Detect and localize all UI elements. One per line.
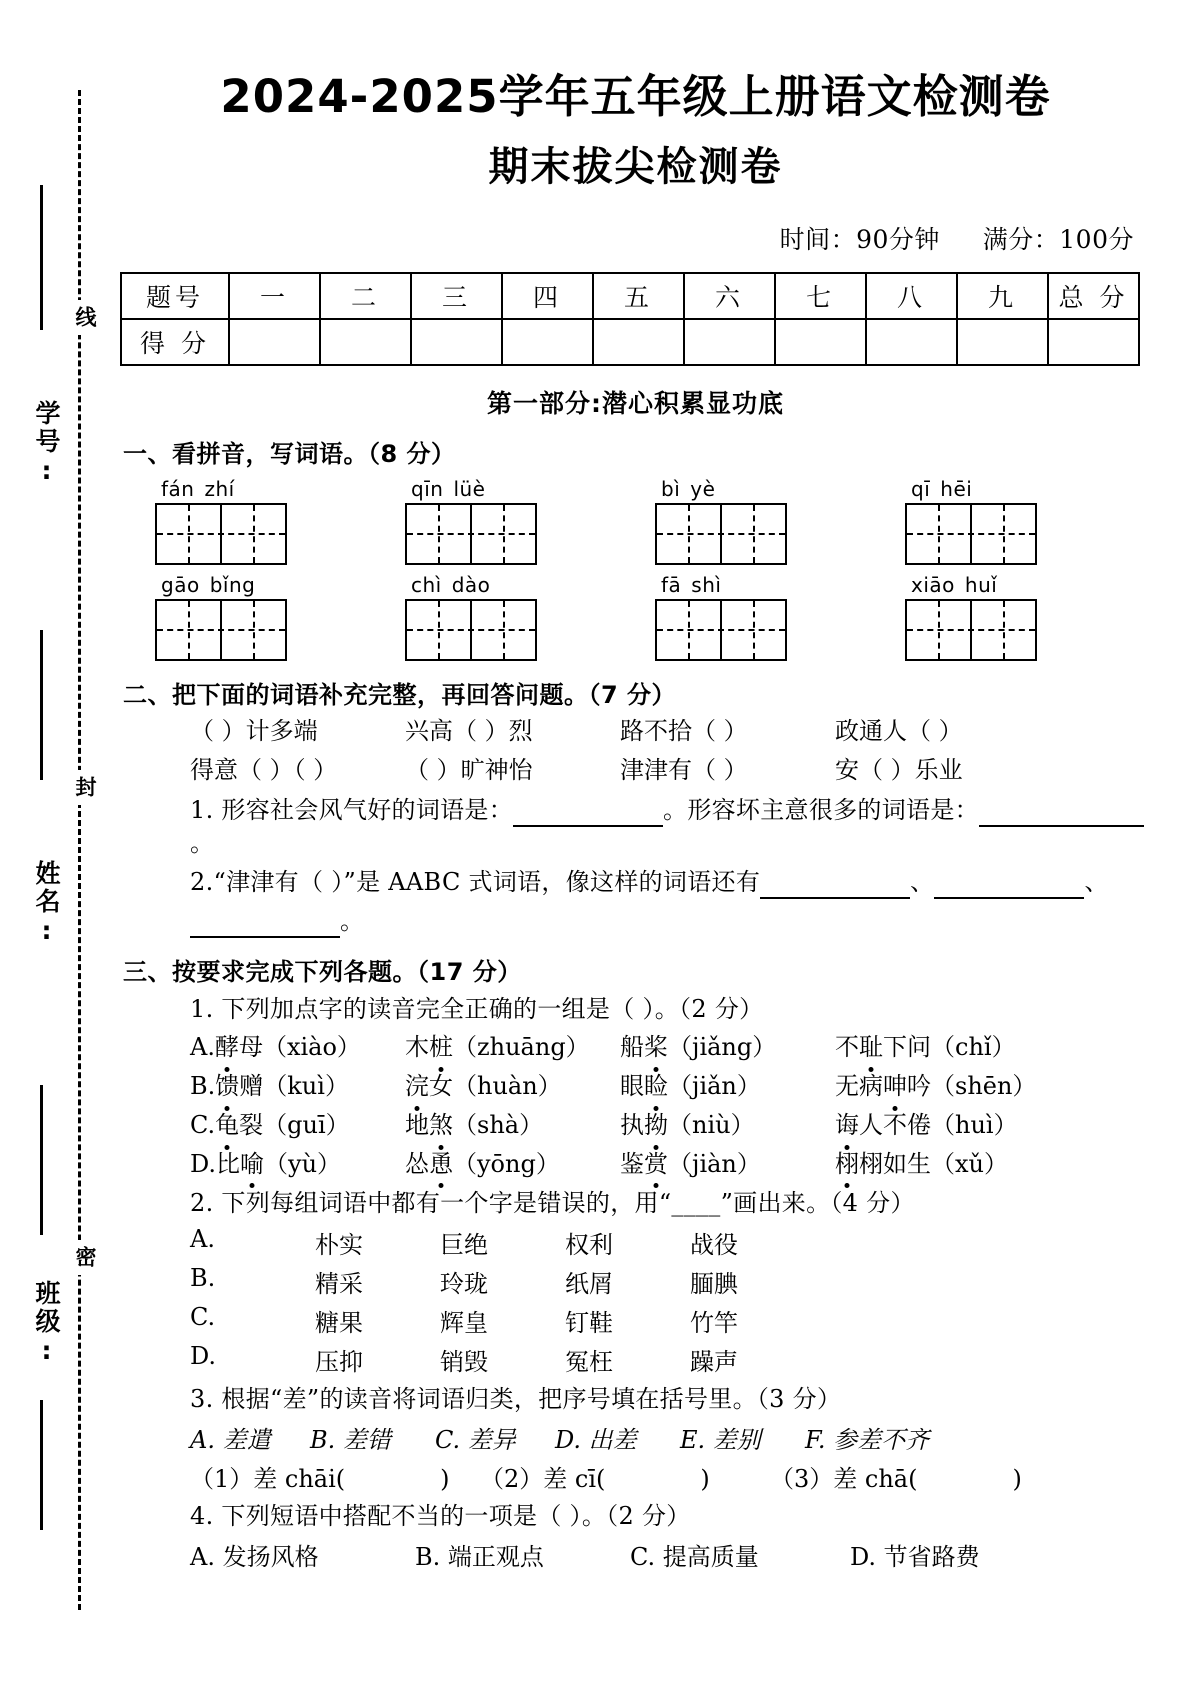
s3-q1-option-D[interactable] (190, 1147, 1156, 1182)
score-col-1: 一 (229, 273, 320, 319)
s3q2-C-word-4: 竹竿 (690, 1308, 738, 1337)
idiom-6[interactable]: （ ）旷神怡 (405, 755, 533, 784)
s3q2-C-word-3: 钉鞋 (565, 1308, 613, 1337)
s3q1-B-item-4: 无病呻吟（shēn） (835, 1069, 1085, 1104)
tianzige-5[interactable] (155, 599, 287, 661)
score-col-7: 七 (775, 273, 866, 319)
exam-meta (115, 220, 1134, 256)
s2q1-pre: 1. 形容社会风气好的词语是： (190, 795, 514, 824)
s3-q3-blanks (190, 1459, 1156, 1494)
tianzige-1[interactable] (155, 503, 287, 565)
pinyin-row-1 (155, 477, 1155, 565)
exam-sheet (110, 0, 1191, 1572)
pinyin-item-4 (905, 477, 1155, 565)
s3q2-A-word-2: 巨绝 (440, 1230, 488, 1259)
s3-q1-option-C[interactable] (190, 1108, 1156, 1143)
score-col-4: 四 (502, 273, 593, 319)
seal-margin (0, 0, 110, 1684)
s3q2-B-word-3: 纸屑 (565, 1269, 613, 1298)
seal-field-student-id: 学号: (32, 400, 61, 488)
pinyin-item-5 (155, 573, 405, 661)
seal-field-name: 姓名: (32, 860, 61, 948)
part-one-title: 第一部分:潜心积累显功底 (487, 389, 784, 419)
s3q2-D-word-3: 冤枉 (565, 1347, 613, 1376)
s3q3-option-C[interactable]: C. 差异 (435, 1425, 516, 1454)
s2q1-blank-2[interactable] (979, 825, 1144, 827)
pinyin-item-1 (155, 477, 405, 565)
s2q2-pre: 2.“津津有（ ）”是 AABC 式词语，像这样的词语还有 (190, 867, 761, 896)
s2q1-blank-1[interactable] (513, 825, 663, 827)
score-cell-9[interactable] (957, 319, 1048, 365)
seal-field-class: 班级: (32, 1280, 61, 1368)
s3q1-B-item-2: 浣女（huàn） (405, 1069, 620, 1104)
pinyin-label-4: qī hēi (911, 477, 973, 502)
s3q2-C-word-1: 糖果 (315, 1308, 363, 1337)
s3q4-option-A[interactable]: A. 发扬风格 (190, 1542, 319, 1571)
score-table-header-row (121, 273, 1139, 319)
s2q2-end: 。 (340, 907, 365, 936)
s3q2-A-word-3: 权利 (565, 1230, 613, 1259)
score-col-6: 六 (684, 273, 775, 319)
page-subtitle: 期末拔尖检测卷 (488, 144, 783, 191)
score-table-value-row (121, 319, 1139, 365)
s3q3-option-A[interactable]: A. 差遣 (190, 1425, 271, 1454)
s3-q1-option-A[interactable] (190, 1030, 1156, 1065)
s3q1-C-item-1: C.龟裂（guī） (190, 1108, 405, 1143)
idiom-3[interactable]: 路不拾（ ） (620, 717, 748, 746)
s3q3-option-E[interactable]: E. 差别 (680, 1425, 761, 1454)
tianzige-8[interactable] (905, 599, 1037, 661)
section-2-question-2 (190, 866, 1156, 899)
score-col-5: 五 (593, 273, 684, 319)
s3q2-A-label: A. (190, 1224, 215, 1253)
section-2-heading: 二、把下面的词语补充完整，再回答问题。（7 分） (123, 681, 677, 710)
s3q3-blank-group-1[interactable]: （1）差 chāi( ) (190, 1464, 450, 1493)
dotted-char: 拗 (644, 1108, 668, 1143)
idiom-2[interactable]: 兴高（ ）烈 (405, 717, 533, 746)
dotted-char: 栩 (835, 1147, 859, 1182)
s3-q2-option-A[interactable] (190, 1225, 1156, 1260)
s3q2-A-word-4: 战役 (690, 1230, 738, 1259)
idiom-4[interactable]: 政通人（ ） (835, 717, 963, 746)
dotted-char: 酵 (215, 1030, 239, 1065)
seal-word-feng: 封 (60, 770, 100, 805)
tianzige-3[interactable] (655, 503, 787, 565)
s3q2-D-word-1: 压抑 (315, 1347, 363, 1376)
s2q1-mid: 。形容坏主意很多的词语是： (663, 795, 979, 824)
seal-rule-2 (40, 630, 43, 780)
idiom-row-1 (190, 714, 1156, 749)
dotted-char: 桩 (429, 1030, 453, 1065)
s3q1-C-item-2: 地煞（shà） (405, 1108, 620, 1143)
pinyin-item-3 (655, 477, 905, 565)
s3q1-C-item-4: 诲人不倦（huì） (835, 1108, 1085, 1143)
dotted-char: 恿 (429, 1147, 453, 1182)
s3q1-D-item-1: D.比喻（yù） (190, 1147, 405, 1182)
score-col-9: 九 (957, 273, 1048, 319)
s3q2-A-word-1: 朴实 (315, 1230, 363, 1259)
s2q2-blank-1[interactable] (760, 897, 910, 899)
s2q2-blank-3[interactable] (190, 936, 340, 938)
s3q2-B-word-2: 玲珑 (440, 1269, 488, 1298)
score-cell-4[interactable] (502, 319, 593, 365)
s3q1-D-item-4: 栩栩如生（xǔ） (835, 1147, 1085, 1182)
idiom-7[interactable]: 津津有（ ） (620, 755, 748, 784)
s3q3-blank-group-2[interactable]: （2）差 cī( ) (480, 1464, 710, 1493)
s3q2-B-word-4: 腼腆 (690, 1269, 738, 1298)
s3q3-option-F[interactable]: F. 参差不齐 (805, 1425, 930, 1454)
s3q1-B-item-1: B.馈赠（kuì） (190, 1069, 405, 1104)
s3q1-C-item-3: 执拗（niù） (620, 1108, 835, 1143)
s3-q3-stem: 3. 根据“差”的读音将词语归类，把序号填在括号里。（3 分） (190, 1384, 842, 1413)
pinyin-item-7 (655, 573, 905, 661)
pinyin-label-2: qīn lüè (411, 477, 486, 502)
idiom-1[interactable]: （ ）计多端 (190, 717, 318, 746)
s3q3-option-B[interactable]: B. 差错 (310, 1425, 391, 1454)
page-title: 2024-2025学年五年级上册语文检测卷 (220, 70, 1051, 123)
s3q1-A-item-1: A.酵母（xiào） (190, 1030, 405, 1065)
idiom-8[interactable]: 安（ ）乐业 (835, 755, 963, 784)
section-1-heading: 一、看拼音，写词语。（8 分） (123, 440, 456, 469)
s3-q2-option-C[interactable] (190, 1303, 1156, 1338)
s3q2-C-word-2: 辉皇 (440, 1308, 488, 1337)
s3q2-B-label: B. (190, 1263, 216, 1292)
s3q1-A-item-3: 船桨（jiǎng） (620, 1030, 835, 1065)
s3-q3-options (190, 1420, 1156, 1455)
tianzige-2[interactable] (405, 503, 537, 565)
section-2-question-1 (190, 794, 1156, 860)
score-cell-2[interactable] (320, 319, 411, 365)
tianzige-7[interactable] (655, 599, 787, 661)
pinyin-label-5: gāo bǐng (161, 573, 256, 598)
s3q1-A-item-2: 木桩（zhuāng） (405, 1030, 620, 1065)
s2q2-sep-2: 、 (1084, 867, 1109, 896)
tianzige-6[interactable] (405, 599, 537, 661)
dotted-char: 馈 (215, 1069, 239, 1104)
s3q4-option-D[interactable]: D. 节省路费 (850, 1542, 980, 1571)
s2q2-blank-2[interactable] (934, 897, 1084, 899)
dotted-char: 呻 (883, 1069, 907, 1104)
s3-q2-option-B[interactable] (190, 1264, 1156, 1299)
s3q2-C-label: C. (190, 1302, 216, 1331)
s3q2-D-label: D. (190, 1341, 217, 1370)
s3q2-D-word-2: 销毁 (440, 1347, 488, 1376)
score-table (120, 272, 1140, 366)
score-cell-1[interactable] (229, 319, 320, 365)
idiom-row-2 (190, 753, 1156, 788)
seal-word-xian: 线 (60, 300, 100, 335)
score-col-8: 八 (866, 273, 957, 319)
s3q1-A-item-4: 不耻下问（chǐ） (835, 1030, 1085, 1065)
dotted-char: 耻 (859, 1030, 883, 1065)
s3-q2-stem: 2. 下列每组词语中都有一个字是错误的，用“____”画出来。（4 分） (190, 1189, 915, 1218)
score-col-3: 三 (411, 273, 502, 319)
s3-q4-options (190, 1537, 1156, 1572)
s3-q1-option-B[interactable] (190, 1069, 1156, 1104)
pinyin-label-6: chì dào (411, 573, 491, 598)
score-cell-7[interactable] (775, 319, 866, 365)
section-3-heading: 三、按要求完成下列各题。（17 分） (123, 958, 522, 987)
s3q4-option-B[interactable]: B. 端正观点 (415, 1542, 544, 1571)
s3-q4-stem: 4. 下列短语中搭配不当的一项是（ ）。（2 分） (190, 1501, 691, 1530)
score-cell-6[interactable] (684, 319, 775, 365)
seal-rule-3 (40, 1085, 43, 1235)
s3q1-B-item-3: 眼睑（jiǎn） (620, 1069, 835, 1104)
dotted-char: 浣 (405, 1069, 429, 1104)
score-cell-5[interactable] (593, 319, 684, 365)
pinyin-item-6 (405, 573, 655, 661)
tianzige-4[interactable] (905, 503, 1037, 565)
dotted-char: 睑 (644, 1069, 668, 1104)
time-label: 时间：90分钟 (779, 225, 940, 255)
s3q4-option-C[interactable]: C. 提高质量 (630, 1542, 759, 1571)
score-cell-3[interactable] (411, 319, 502, 365)
s3q1-D-item-3: 鉴赏（jiàn） (620, 1147, 835, 1182)
idiom-5[interactable]: 得意（ ）（ ） (190, 755, 338, 784)
score-cell-8[interactable] (866, 319, 957, 365)
pinyin-item-2 (405, 477, 655, 565)
s2q1-end: 。 (190, 828, 215, 857)
s3q3-blank-group-3[interactable]: （3）差 chā( ) (770, 1464, 1022, 1493)
pinyin-label-3: bì yè (661, 477, 716, 502)
s2q2-sep-1: 、 (910, 867, 935, 896)
dotted-char: 桨 (644, 1030, 668, 1065)
pinyin-label-8: xiāo huǐ (911, 573, 998, 598)
s3-q1-stem: 1. 下列加点字的读音完全正确的一组是（ ）。（2 分） (190, 995, 764, 1024)
pinyin-row-2 (155, 573, 1155, 661)
seal-rule-1 (40, 185, 43, 330)
s3q2-B-word-1: 精采 (315, 1269, 363, 1298)
score-table-row-label-0: 题号 (121, 273, 229, 319)
section-2-question-2-cont (190, 905, 1156, 938)
dotted-char: 喻 (240, 1147, 264, 1182)
seal-rule-4 (40, 1400, 43, 1530)
full-score-label: 满分：100分 (982, 225, 1134, 255)
pinyin-label-1: fán zhí (161, 477, 235, 502)
score-table-row-label-1: 得 分 (121, 319, 229, 365)
seal-word-mi: 密 (60, 1240, 100, 1275)
dotted-char: 煞 (429, 1108, 453, 1143)
s3-q2-option-D[interactable] (190, 1342, 1156, 1377)
dotted-char: 龟 (215, 1108, 239, 1143)
pinyin-item-8 (905, 573, 1155, 661)
score-col-2: 二 (320, 273, 411, 319)
s3q3-option-D[interactable]: D. 出差 (555, 1425, 637, 1454)
pinyin-label-7: fā shì (661, 573, 722, 598)
dotted-char: 诲 (835, 1108, 859, 1143)
score-col-total: 总 分 (1048, 273, 1139, 319)
dotted-char: 赏 (644, 1147, 668, 1182)
s3q1-D-item-2: 怂恿（yōng） (405, 1147, 620, 1182)
score-cell-total[interactable] (1048, 319, 1139, 365)
s3q2-D-word-4: 躁声 (690, 1347, 738, 1376)
